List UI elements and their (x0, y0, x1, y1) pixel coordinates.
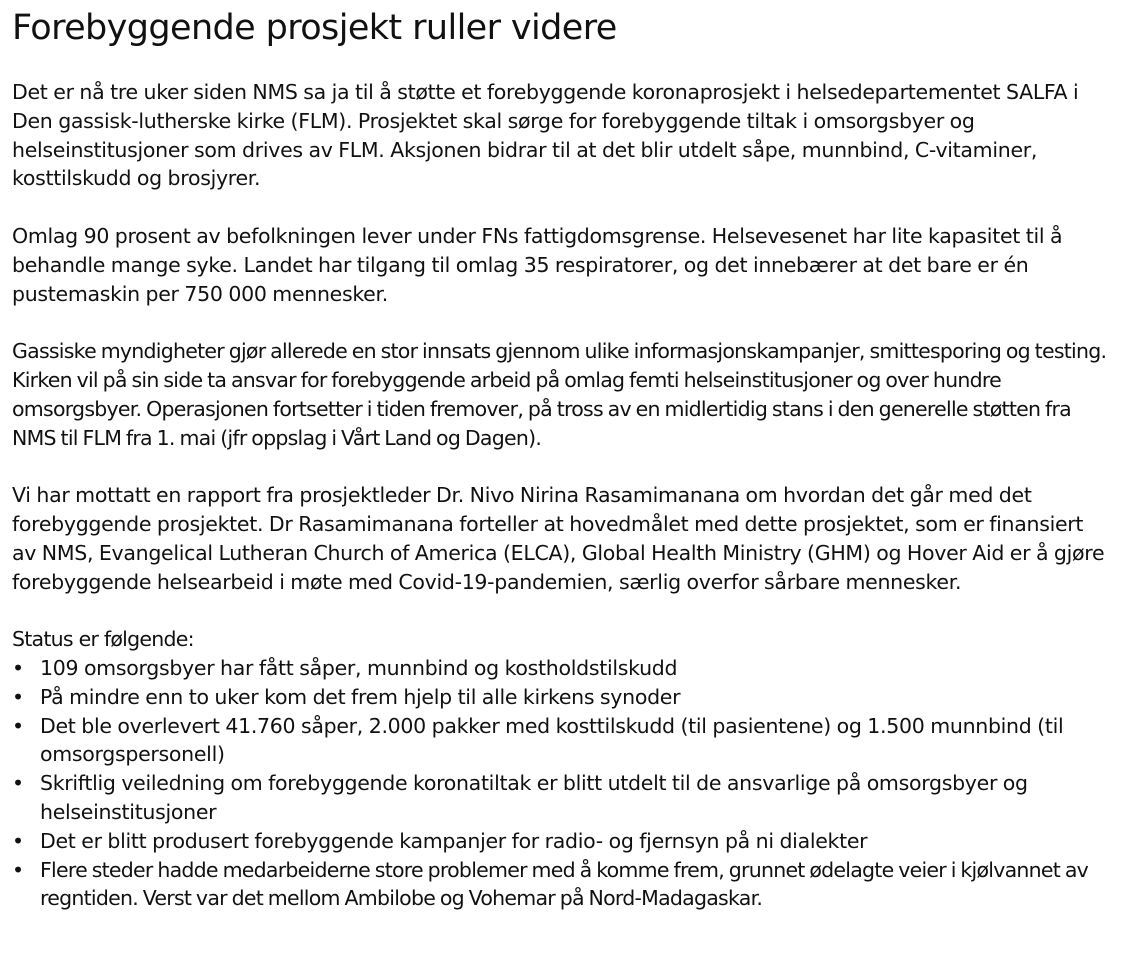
status-item-text: Det er blitt produsert forebyggende kampanjer for radio- og fjernsyn på ni dialekter (40, 828, 868, 853)
article-paragraph: Det er nå tre uker siden NMS sa ja til å støtte et forebyggende koronaprosjekt i helsedepartementet SALFA i Den gassisk-lutherske kirke (FLM). Prosjektet skal sørge for forebyggende tiltak i omsorgsbyer og helseinstitusjoner som drives av FLM. Aksjonen bidrar til at det blir utdelt såpe, munnbind, C-vitaminer, kosttilskudd og brosjyrer. (12, 80, 1079, 191)
status-item-text: På mindre enn to uker kom det frem hjelp til alle kirkens synoder (40, 684, 681, 709)
status-item-text: Det ble overlevert 41.760 såper, 2.000 pakker med kosttilskudd (til pasientene) og 1.500 munnbind (til omsorgspersonell) (40, 713, 1064, 767)
status-item (12, 712, 1109, 770)
bullet-icon: • (12, 771, 24, 796)
bullet-icon: • (12, 828, 24, 853)
status-item (12, 683, 1109, 712)
status-list (12, 654, 1109, 913)
bullet-icon: • (12, 655, 24, 680)
status-item (12, 827, 1109, 856)
status-item (12, 856, 1109, 914)
article-title: Forebyggende prosjekt ruller videre (12, 8, 617, 48)
bullet-icon: • (12, 857, 24, 882)
article-paragraph: Vi har mottatt en rapport fra prosjektleder Dr. Nivo Nirina Rasamimanana om hvordan det går med det forebyggende prosjektet. Dr Rasamimanana forteller at hovedmålet med dette prosjektet, som er finansiert av NMS, Evangelical Lutheran Church of America (ELCA), Global Health Ministry (GHM) og Hover Aid er å gjøre forebyggende helsearbeid i møte med Covid-19-pandemien, særlig overfor sårbare mennesker. (12, 483, 1105, 594)
status-label: Status er følgende: (12, 627, 194, 652)
status-item (12, 769, 1109, 827)
article-paragraph: Gassiske myndigheter gjør allerede en stor innsats gjennom ulike informasjonskampanjer, smittesporing og testing. Kirken vil på sin side ta ansvar for forebyggende arbeid på omlag femti helseinstitusjoner og over hundre omsorgsbyer. Operasjonen fortsetter i tiden fremover, på tross av en midlertidig stans i den generelle støtten fra NMS til FLM fra 1. mai (jfr oppslag i Vårt Land og Dagen). (12, 339, 1107, 450)
status-item-text: 109 omsorgsbyer har fått såper, munnbind og kostholdstilskudd (40, 655, 678, 680)
status-item-text: Skriftlig veiledning om forebyggende koronatiltak er blitt utdelt til de ansvarlige på omsorgsbyer og helseinstitusjoner (40, 771, 1028, 824)
status-item (12, 654, 1109, 683)
article-paragraph: Omlag 90 prosent av befolkningen lever under FNs fattigdomsgrense. Helsevesenet har lite kapasitet til å behandle mange syke. Landet har tilgang til omlag 35 respiratorer, og det innebærer at det bare er én pustemaskin per 750 000 mennesker. (12, 223, 1063, 306)
bullet-icon: • (12, 684, 24, 709)
bullet-icon: • (12, 713, 24, 738)
status-item-text: Flere steder hadde medarbeiderne store problemer med å komme frem, grunnet ødelagte veier i kjølvannet av regntiden. Verst var det mellom Ambilobe og Vohemar på Nord-Madagaskar. (40, 857, 1089, 911)
